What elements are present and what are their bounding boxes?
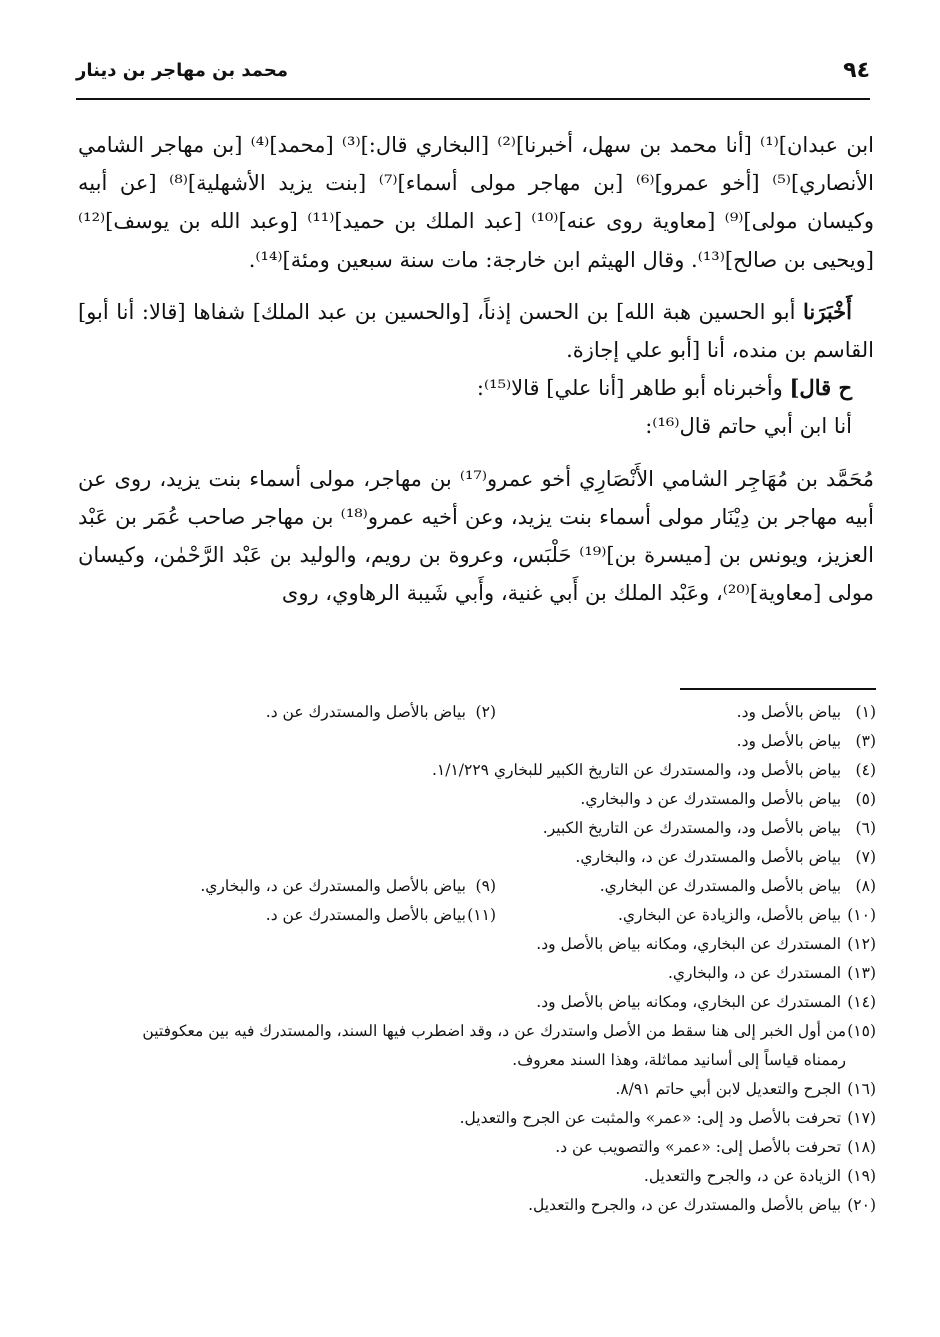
- footnote-number: (٢٠): [847, 1196, 876, 1214]
- paragraph-ha-qala: [78, 369, 874, 407]
- footnote-text: بياض بالأصل والمستدرك عن د، والبخاري.: [200, 877, 466, 895]
- footnote-row: [78, 959, 876, 988]
- footnote-row: [78, 727, 876, 756]
- footnote-text: بياض بالأصل والمستدرك عن د، والجرح والتعديل.: [528, 1196, 842, 1214]
- footnote-row: [78, 1191, 876, 1220]
- paragraph-akhbarana: [78, 293, 874, 369]
- footnote-text: تحرفت بالأصل إلى: «عمر» والتصويب عن د.: [555, 1138, 842, 1156]
- paragraph-ibn-abi-hatim: أنا ابن أبي حاتم قال⁽¹⁶⁾:: [645, 414, 852, 439]
- footnote-text: بياض بالأصل والمستدرك عن د.: [265, 703, 466, 721]
- footnote-number: (١٩): [847, 1167, 876, 1185]
- footnote-text: المستدرك عن البخاري، ومكانه بياض بالأصل ود.: [536, 935, 842, 953]
- footnote-text: بياض بالأصل، والزيادة عن البخاري.: [617, 906, 842, 924]
- footnote-text: بياض بالأصل والمستدرك عن د، والبخاري.: [575, 848, 842, 866]
- footnote-text: بياض بالأصل والمستدرك عن البخاري.: [599, 877, 842, 895]
- footnote-number: (١١): [467, 906, 496, 924]
- footnote-text: من أول الخبر إلى هنا سقط من الأصل واستدرك عن د، وقد اضطرب فيها السند، والمستدرك فيه بين معكوفتين: [142, 1022, 846, 1040]
- paragraph-isnad: ابن عبدان]⁽¹⁾ [أنا محمد بن سهل، أخبرنا]⁽²⁾ [البخاري قال:]⁽³⁾ [محمد]⁽⁴⁾ [بن مهاجر الشامي الأنصاري]⁽⁵⁾ [أخو عمرو]⁽⁶⁾ [بن مهاجر مولى أسماء]⁽⁷⁾ [بنت يزيد الأشهلية]⁽⁸⁾ [عن أبيه وكيسان مولى]⁽⁹⁾ [معاوية روى عنه]⁽¹⁰⁾ [عبد الملك بن حميد]⁽¹¹⁾ [وعبد الله بن يوسف]⁽¹²⁾ [ويحيى بن صالح]⁽¹³⁾. وقال الهيثم ابن خارجة: مات سنة سبعين ومئة]⁽¹⁴⁾.: [78, 133, 874, 272]
- footnote-row: [78, 1017, 876, 1075]
- footnote-number: (٣): [855, 732, 876, 750]
- footnote-text: بياض بالأصل ود.: [736, 703, 842, 721]
- footnote-number: (١٣): [847, 964, 876, 982]
- akhbarana-lead: أَخْبَرَنا: [803, 298, 852, 324]
- footnote-row: [78, 1220, 876, 1249]
- footnote-number: (٧): [855, 848, 876, 866]
- footnote-text: المستدرك عن البخاري، ومكانه بياض بالأصل ود.: [536, 993, 842, 1011]
- footnote-row: [78, 872, 876, 901]
- footnote-row: [78, 814, 876, 843]
- footnote-row: [78, 698, 876, 727]
- footnote-text: المستدرك عن د، والبخاري.: [667, 964, 842, 982]
- page-header: [76, 50, 870, 100]
- footnote-number: (٥): [855, 790, 876, 808]
- running-title: محمد بن مهاجر بن دينار: [76, 60, 288, 81]
- ha-qala-lead: ح قال]: [789, 375, 852, 401]
- footnote-continuation: رممناه قياساً إلى أسانيد مماثلة، وهذا السند معروف.: [512, 1051, 846, 1069]
- footnote-text: بياض بالأصل ود، والمستدرك عن التاريخ الكبير.: [542, 819, 842, 837]
- footnotes: [78, 698, 876, 1249]
- footnote-second: [200, 872, 496, 901]
- footnote-number: (١٧): [847, 1109, 876, 1127]
- footnote-text: الزيادة عن د، والجرح والتعديل.: [643, 1167, 842, 1185]
- footnote-text: الجرح والتعديل لابن أبي حاتم ٨/٩١.: [615, 1080, 842, 1098]
- paragraph-biography: مُحَمَّد بن مُهَاجِر الشامي الأَنْصَارِي أخو عمرو⁽¹⁷⁾ بن مهاجر، مولى أسماء بنت يزيد، روى عن أبيه مهاجر بن دِيْنَار مولى أسماء بنت يزيد، وعن أخيه عمرو⁽¹⁸⁾ بن مهاجر صاحب عُمَر بن عَبْد العزيز، ويونس بن [ميسرة بن]⁽¹⁹⁾ حَلْبَس، وعروة بن رويم، والوليد بن عَبْد الرَّحْمٰن، وكيسان مولى [معاوية]⁽²⁰⁾، وعَبْد الملك بن أَبي غنية، وأَبي شَيبة الرهاوي، روى: [78, 466, 874, 606]
- footnote-row: [78, 1104, 876, 1133]
- footnote-row: [78, 901, 876, 930]
- footnote-text: بياض بالأصل والمستدرك عن د والبخاري.: [580, 790, 842, 808]
- footnote-number: (٢): [475, 703, 496, 721]
- footnote-separator: [680, 688, 876, 690]
- footnote-row: [78, 843, 876, 872]
- footnote-number: (٨): [855, 877, 876, 895]
- footnote-text: بياض بالأصل ود.: [736, 732, 842, 750]
- footnote-number: (٤): [855, 761, 876, 779]
- footnote-number: (١): [855, 703, 876, 721]
- footnote-number: (١٨): [847, 1138, 876, 1156]
- akhbarana-text: أبو الحسين هبة الله] بن الحسن إذناً، [والحسين بن عبد الملك] شفاها [قالا: أنا أبو] القاسم بن منده، أنا [أبو علي إجازة.: [78, 299, 874, 363]
- footnote-second: [266, 901, 496, 930]
- footnote-row: [78, 1133, 876, 1162]
- main-text: [78, 126, 874, 612]
- footnote-text: بياض بالأصل ود، والمستدرك عن التاريخ الكبير للبخاري ١/١/٢٢٩.: [431, 761, 842, 779]
- ha-qala-text: وأخبرناه أبو طاهر [أنا علي] قالا⁽¹⁵⁾:: [476, 376, 790, 401]
- footnote-number: (٦): [855, 819, 876, 837]
- footnote-number: (١٢): [847, 935, 876, 953]
- footnote-number: (٩): [475, 877, 496, 895]
- footnote-number: (١٠): [847, 906, 876, 924]
- footnote-number: (١٦): [847, 1080, 876, 1098]
- footnote-number: (١٤): [847, 993, 876, 1011]
- footnote-row: [78, 785, 876, 814]
- footnote-text: بياض بالأصل والمستدرك عن د.: [265, 906, 466, 924]
- footnote-text: تحرفت بالأصل ود إلى: «عمر» والمثبت عن الجرح والتعديل.: [459, 1109, 842, 1127]
- footnote-second: [266, 698, 496, 727]
- footnote-row: [78, 988, 876, 1017]
- footnote-row: [78, 930, 876, 959]
- footnote-row: [78, 1075, 876, 1104]
- footnote-number: (١٥): [847, 1022, 876, 1040]
- page-number: ٩٤: [843, 58, 870, 83]
- footnote-row: [78, 1162, 876, 1191]
- footnote-row: [78, 756, 876, 785]
